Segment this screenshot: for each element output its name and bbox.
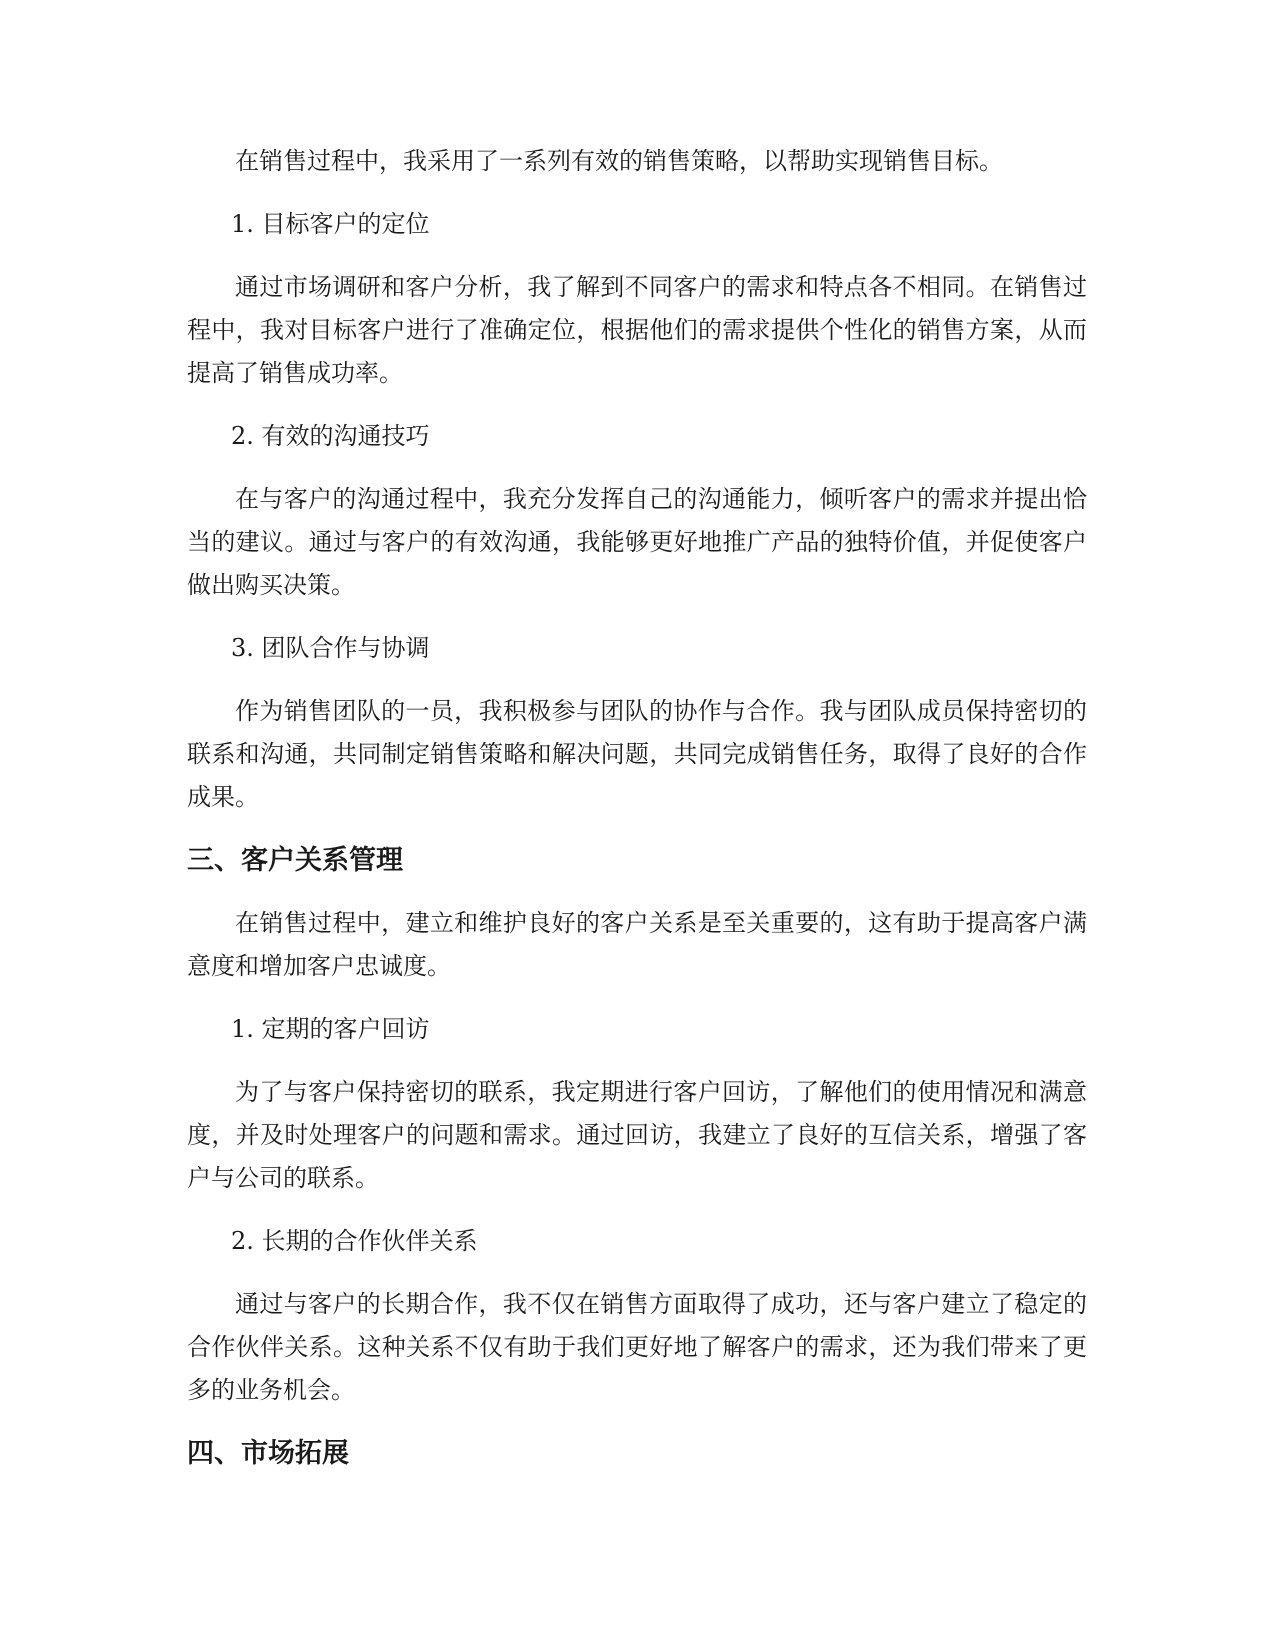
paragraph-teamwork: 作为销售团队的一员，我积极参与团队的协作与合作。我与团队成员保持密切的联系和沟通，共同制定销售策略和解决问题，共同完成销售任务，取得了良好的合作成果。 <box>187 697 1087 811</box>
section-heading-customer-relations: 三、客户关系管理 <box>187 845 403 876</box>
section-heading-market-expansion: 四、市场拓展 <box>187 1438 349 1469</box>
list-item-target-customer: 1. 目标客户的定位 <box>231 210 430 238</box>
document-page <box>187 140 1087 1495</box>
list-item-regular-visits: 1. 定期的客户回访 <box>231 1015 430 1043</box>
list-item-teamwork: 3. 团队合作与协调 <box>231 634 430 662</box>
list-item-communication: 2. 有效的沟通技巧 <box>231 422 430 450</box>
list-item-partnership: 2. 长期的合作伙伴关系 <box>231 1227 478 1255</box>
paragraph-partnership: 通过与客户的长期合作，我不仅在销售方面取得了成功，还与客户建立了稳定的合作伙伴关系。这种关系不仅有助于我们更好地了解客户的需求，还为我们带来了更多的业务机会。 <box>187 1290 1087 1404</box>
paragraph-communication: 在与客户的沟通过程中，我充分发挥自己的沟通能力，倾听客户的需求并提出恰当的建议。通过与客户的有效沟通，我能够更好地推广产品的独特价值，并促使客户做出购买决策。 <box>187 485 1087 599</box>
paragraph-intro-strategy: 在销售过程中，我采用了一系列有效的销售策略，以帮助实现销售目标。 <box>235 147 1003 175</box>
paragraph-target-customer: 通过市场调研和客户分析，我了解到不同客户的需求和特点各不相同。在销售过程中，我对目标客户进行了准确定位，根据他们的需求提供个性化的销售方案，从而提高了销售成功率。 <box>187 273 1087 387</box>
paragraph-regular-visits: 为了与客户保持密切的联系，我定期进行客户回访，了解他们的使用情况和满意度，并及时处理客户的问题和需求。通过回访，我建立了良好的互信关系，增强了客户与公司的联系。 <box>187 1078 1087 1192</box>
paragraph-customer-relations-intro: 在销售过程中，建立和维护良好的客户关系是至关重要的，这有助于提高客户满意度和增加客户忠诚度。 <box>187 909 1087 980</box>
